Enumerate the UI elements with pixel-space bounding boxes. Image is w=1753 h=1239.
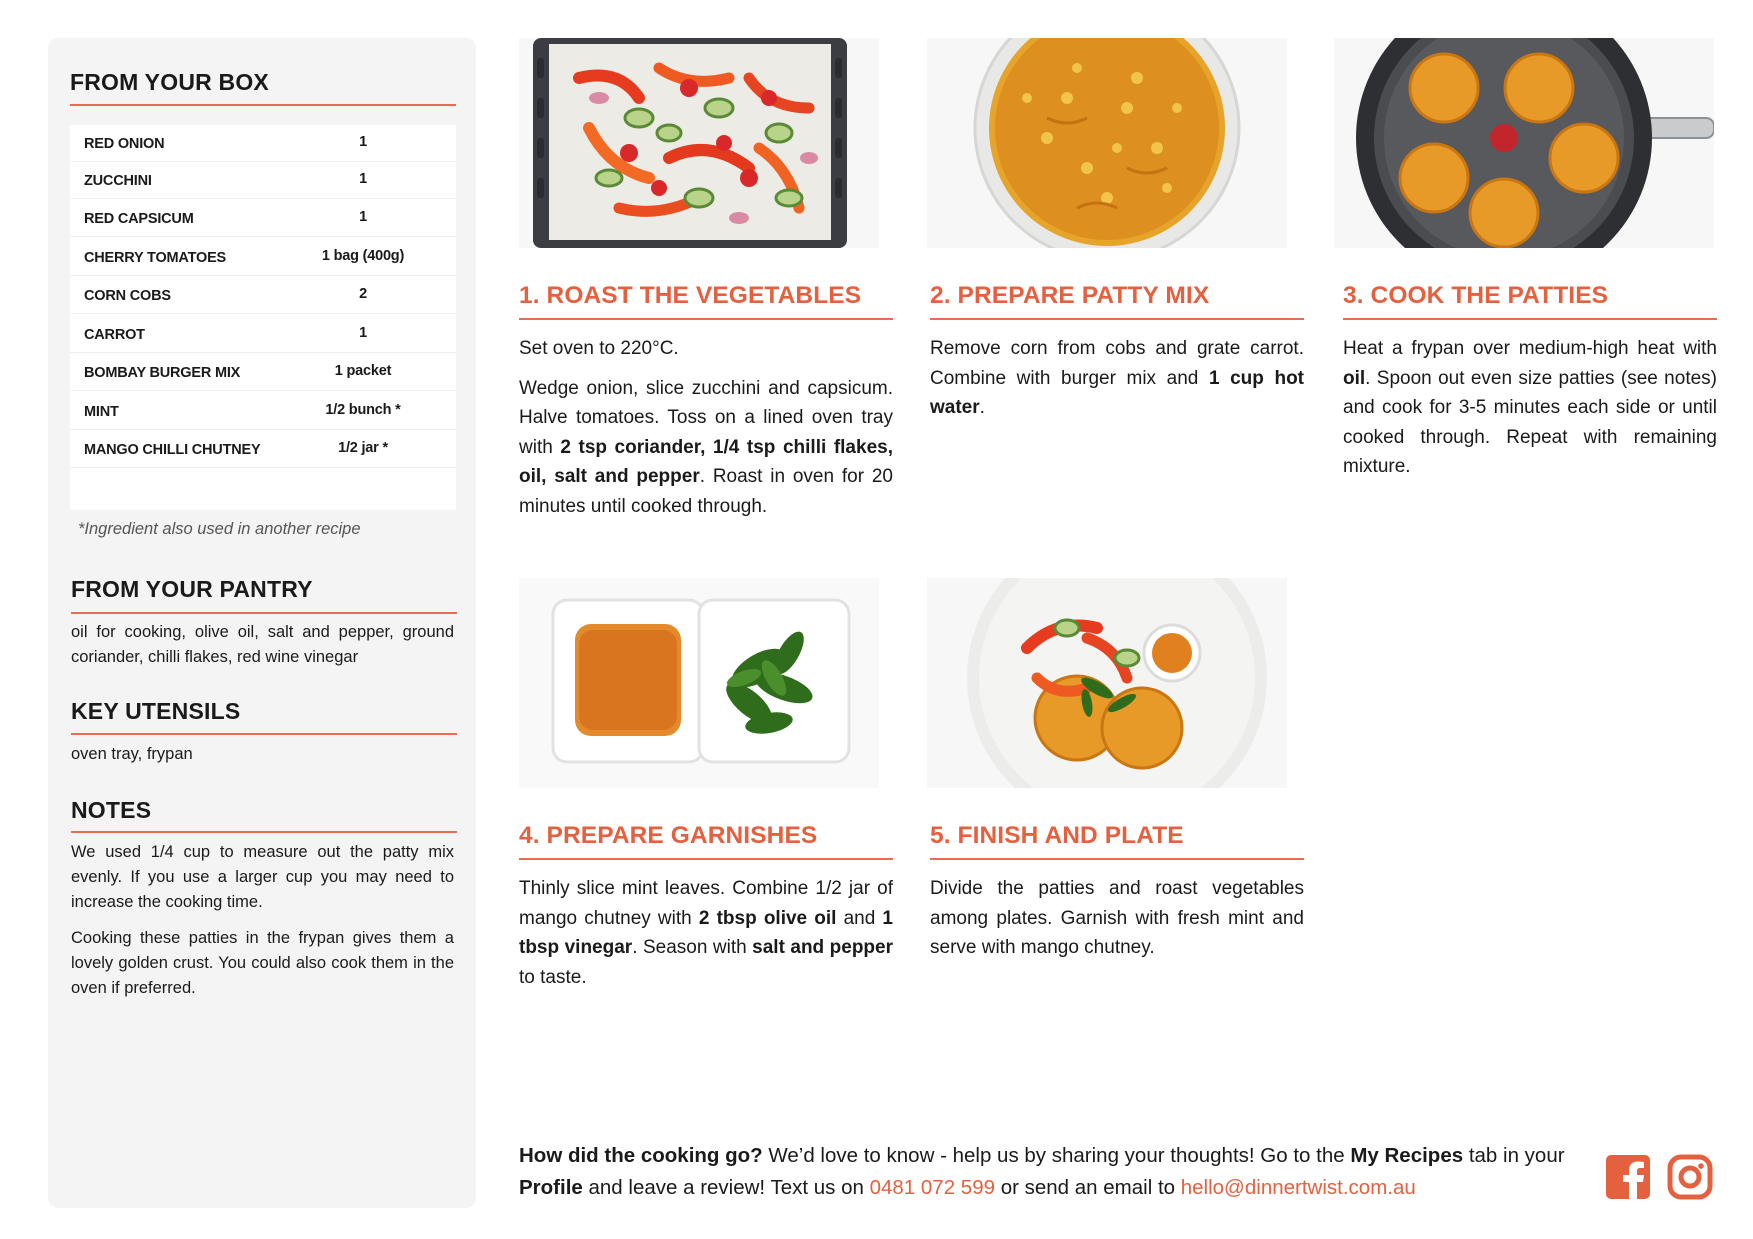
ingredient-row [70, 162, 456, 199]
pantry-rule [71, 612, 457, 614]
ingredient-name: CHERRY TOMATOES [84, 250, 227, 266]
ingredient-qty: 1 [359, 134, 367, 150]
text-segment: . Roast in oven for 20 minutes until cooked through. [519, 466, 893, 517]
notes-title: NOTES [71, 797, 152, 823]
email-link[interactable]: hello@dinnertwist.com.au [1180, 1176, 1416, 1199]
step-5-photo [927, 578, 1287, 788]
ingredient-qty: 1 packet [334, 363, 392, 379]
ingredient-name: BOMBAY BURGER MIX [84, 365, 241, 381]
utensils-title: KEY UTENSILS [71, 698, 241, 724]
step-4-paragraph [519, 874, 893, 992]
step-1-rule [519, 318, 893, 320]
ingredient-row [70, 200, 456, 237]
text-segment: Heat a frypan over medium-high heat with [1343, 338, 1717, 359]
box-title: FROM YOUR BOX [70, 69, 269, 95]
feedback-text: We’d love to know - help us by sharing your thoughts! Go to the [762, 1144, 1351, 1167]
text-segment: Thinly slice mint leaves. Combine 1/2 jar of mango chutney with [519, 878, 893, 929]
bold-text: 2 tbsp olive oil [698, 907, 837, 929]
feedback-text: tab in your [1463, 1144, 1565, 1167]
notes-rule [71, 831, 457, 833]
profile-label: Profile [519, 1176, 583, 1199]
ingredient-name: CORN COBS [84, 288, 171, 304]
step-2-photo [927, 38, 1287, 248]
step-4-photo [519, 578, 879, 788]
step-2-text [930, 334, 1304, 433]
my-recipes-label: My Recipes [1350, 1144, 1464, 1167]
step-3-rule [1343, 318, 1717, 320]
ingredient-name: MINT [84, 404, 119, 420]
ingredient-row [70, 393, 456, 430]
notes-paragraph: We used 1/4 cup to measure out the patty mix evenly. If you use a larger cup you may need to increase the cooking time. [71, 843, 454, 911]
step-2-rule [930, 318, 1304, 320]
ingredient-name: CARROT [84, 327, 145, 343]
step-3-text [1343, 334, 1717, 492]
step-2-title: 2. PREPARE PATTY MIX [930, 282, 1210, 309]
step-4-rule [519, 858, 893, 860]
utensils-rule [71, 733, 457, 735]
phone-link[interactable]: 0481 072 599 [869, 1176, 995, 1199]
text-segment: . Season with [632, 937, 753, 958]
step-5-title: 5. FINISH AND PLATE [930, 822, 1184, 849]
ingredient-qty: 1 bag (400g) [321, 248, 405, 264]
text-segment: . [979, 397, 985, 418]
ingredient-name: RED ONION [84, 136, 165, 152]
ingredient-qty: 1 [359, 209, 367, 225]
step-1-photo [519, 38, 879, 248]
step-4-title: 4. PREPARE GARNISHES [519, 822, 818, 849]
bold-text: salt and pepper [752, 937, 893, 958]
text-segment: to taste. [519, 966, 587, 988]
text-segment: and [836, 907, 883, 929]
text-segment: Remove corn from cobs and grate carrot. Combine with burger mix and [930, 338, 1304, 389]
step-5-text [930, 874, 1304, 973]
bold-text: oil [1343, 367, 1366, 389]
ingredient-footnote: *Ingredient also used in another recipe [78, 520, 361, 538]
feedback-question: How did the cooking go? [519, 1144, 763, 1167]
ingredient-qty: 1 [359, 325, 367, 341]
text-segment: Wedge onion, slice zucchini and capsicum. Halve tomatoes. Toss on a lined oven tray with [519, 377, 893, 458]
step-1-paragraph: Set oven to 220°C. [519, 338, 679, 359]
ingredient-row [70, 354, 456, 391]
bold-text: 2 tsp coriander, 1/4 tsp chilli flakes, oil, salt and pepper [519, 436, 893, 487]
step-5-paragraph: Divide the patties and roast vegetables among plates. Garnish with fresh mint and serve with mango chutney. [930, 878, 1304, 958]
text-segment: . Spoon out even size patties (see notes) and cook for 3-5 minutes each side or until cooked through. Repeat with remaining mixture. [1343, 367, 1717, 477]
step-3-photo [1334, 38, 1714, 248]
notes-paragraph: Cooking these patties in the frypan gives them a lovely golden crust. You could also cook them in the oven if preferred. [71, 929, 454, 997]
facebook-icon[interactable] [1604, 1153, 1652, 1201]
step-5-rule [930, 858, 1304, 860]
ingredient-row [70, 277, 456, 314]
ingredient-row [70, 125, 456, 162]
step-3-paragraph [1343, 334, 1717, 482]
sidebar [48, 38, 476, 1208]
step-3-title: 3. COOK THE PATTIES [1343, 282, 1609, 309]
feedback-text: and leave a review! Text us on [582, 1176, 870, 1199]
ingredient-name: MANGO CHILLI CHUTNEY [84, 442, 261, 458]
ingredients-table [70, 125, 456, 510]
box-title-rule [70, 104, 456, 106]
pantry-title: FROM YOUR PANTRY [71, 576, 313, 602]
utensils-text: oven tray, frypan [71, 745, 193, 763]
bold-text: 1 cup hot water [930, 367, 1304, 418]
step-4-text [519, 874, 893, 1002]
step-2-paragraph [930, 334, 1304, 423]
ingredient-qty: 2 [359, 286, 367, 302]
ingredient-qty: 1/2 bunch * [325, 402, 401, 418]
ingredient-row [70, 239, 456, 276]
instagram-icon[interactable] [1666, 1153, 1714, 1201]
feedback-message [519, 1140, 1579, 1204]
ingredient-name: ZUCCHINI [84, 173, 152, 189]
ingredient-name: RED CAPSICUM [84, 211, 194, 227]
ingredient-qty: 1/2 jar * [338, 440, 388, 456]
feedback-text: or send an email to [995, 1176, 1181, 1199]
ingredient-row [70, 316, 456, 353]
bold-text: 1 tbsp vinegar [519, 907, 893, 958]
ingredient-qty: 1 [359, 171, 367, 187]
step-1-text [519, 334, 893, 531]
ingredient-row [70, 431, 456, 468]
step-1-title: 1. ROAST THE VEGETABLES [519, 282, 862, 309]
step-1-paragraph [519, 374, 893, 522]
pantry-text: oil for cooking, olive oil, salt and pepper, ground coriander, chilli flakes, red wine vinegar [71, 623, 454, 666]
